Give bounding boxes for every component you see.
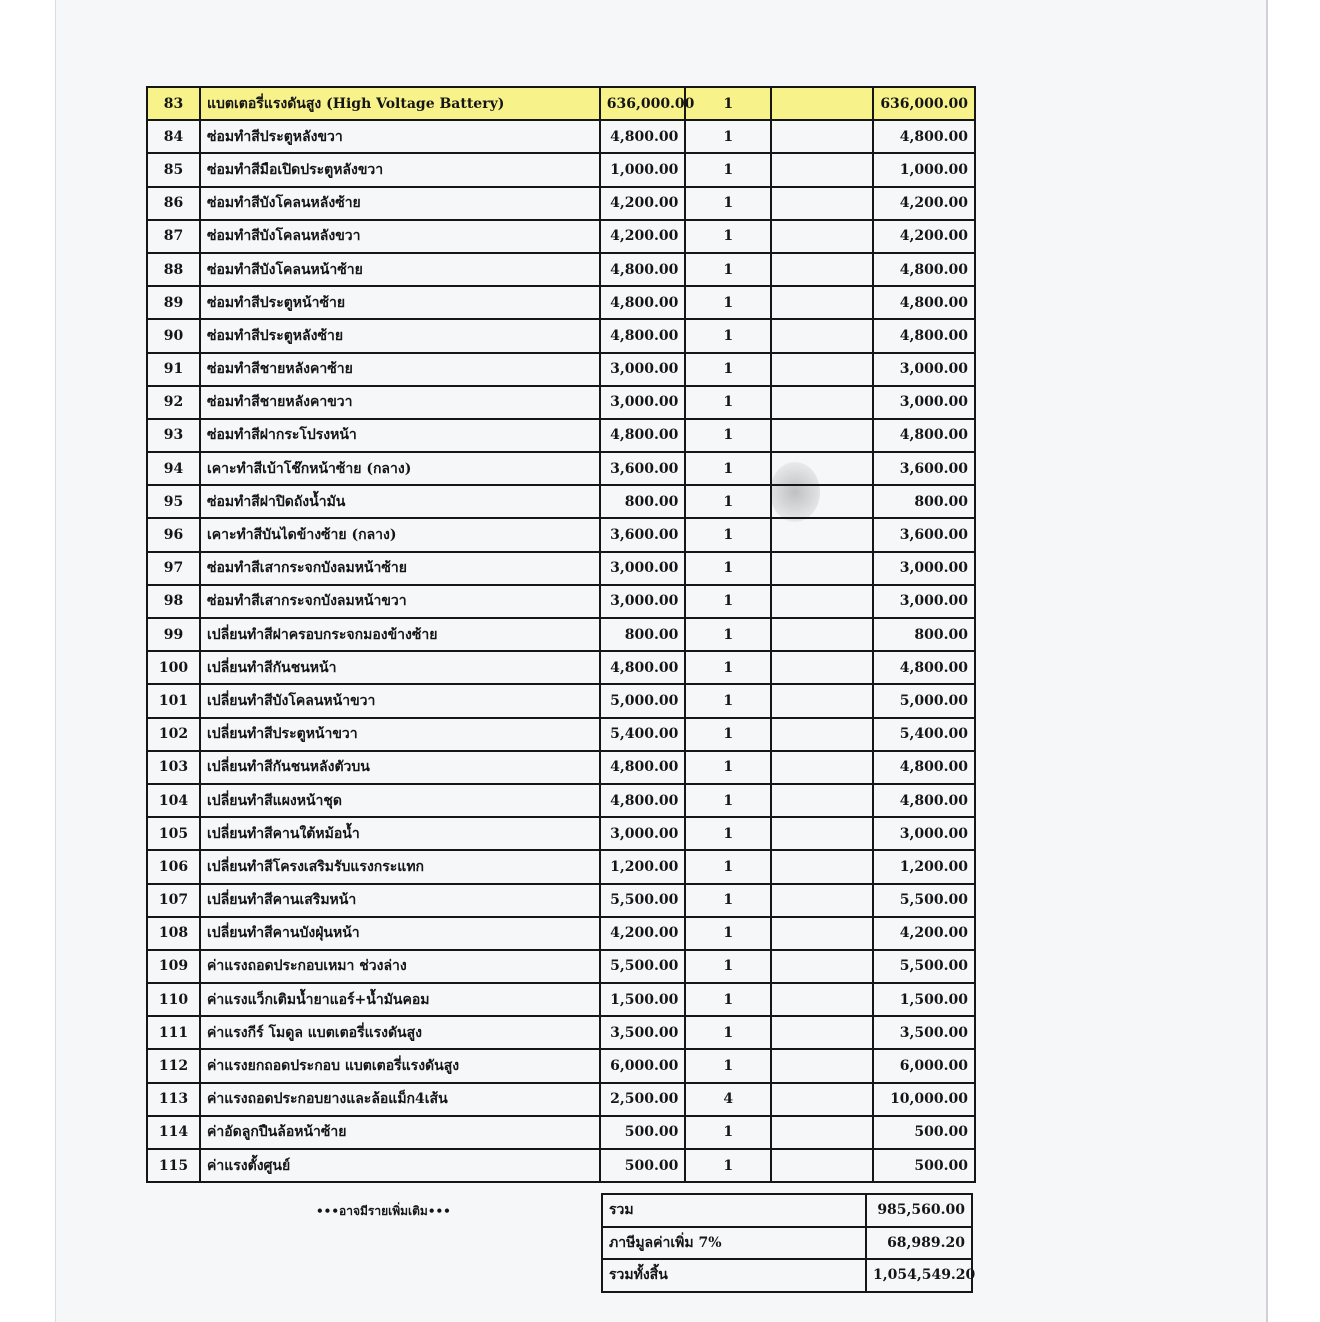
table-row	[147, 286, 975, 319]
blank-cell	[771, 187, 873, 220]
quantity: 1	[685, 552, 771, 585]
item-number: 105	[147, 817, 200, 850]
table-row	[147, 220, 975, 253]
quantity: 1	[685, 585, 771, 618]
item-number: 100	[147, 651, 200, 684]
quantity: 1	[685, 850, 771, 883]
unit-price: 1,200.00	[600, 850, 686, 883]
item-description: แบตเตอรี่แรงดันสูง (High Voltage Battery)	[200, 87, 600, 120]
line-total: 1,000.00	[873, 153, 975, 186]
line-total: 800.00	[873, 485, 975, 518]
line-total: 3,600.00	[873, 452, 975, 485]
blank-cell	[771, 220, 873, 253]
table-row	[147, 1049, 975, 1082]
quantity: 1	[685, 319, 771, 352]
grand-total-label: รวมทั้งสิ้น	[602, 1259, 866, 1292]
table-row	[147, 850, 975, 883]
table-row	[147, 917, 975, 950]
blank-cell	[771, 817, 873, 850]
item-number: 108	[147, 917, 200, 950]
item-number: 111	[147, 1016, 200, 1049]
line-total: 636,000.00	[873, 87, 975, 120]
unit-price: 5,000.00	[600, 684, 686, 717]
table-row	[147, 1083, 975, 1116]
table-row	[147, 817, 975, 850]
table-row	[147, 751, 975, 784]
blank-cell	[771, 1016, 873, 1049]
item-description: เคาะทำสีเบ้าโช๊กหน้าซ้าย (กลาง)	[200, 452, 600, 485]
item-number: 93	[147, 419, 200, 452]
blank-cell	[771, 684, 873, 717]
blank-cell	[771, 1049, 873, 1082]
blank-cell	[771, 386, 873, 419]
item-description: ซ่อมทำสีเสากระจกบังลมหน้าซ้าย	[200, 552, 600, 585]
summary-table	[601, 1193, 976, 1293]
unit-price: 4,800.00	[600, 319, 686, 352]
table-row	[147, 1116, 975, 1149]
quantity: 1	[685, 751, 771, 784]
item-description: เปลี่ยนทำสีฝาครอบกระจกมองข้างซ้าย	[200, 618, 600, 651]
unit-price: 4,800.00	[600, 120, 686, 153]
subtotal-value: 985,560.00	[866, 1194, 972, 1227]
unit-price: 500.00	[600, 1116, 686, 1149]
unit-price: 1,000.00	[600, 153, 686, 186]
line-total: 5,000.00	[873, 684, 975, 717]
table-row	[147, 253, 975, 286]
quantity: 1	[685, 718, 771, 751]
blank-cell	[771, 518, 873, 551]
item-number: 101	[147, 684, 200, 717]
item-description: เปลี่ยนทำสีประตูหน้าขวา	[200, 718, 600, 751]
line-total: 3,600.00	[873, 518, 975, 551]
table-row	[147, 353, 975, 386]
item-number: 112	[147, 1049, 200, 1082]
item-description: ซ่อมทำสีประตูหน้าซ้าย	[200, 286, 600, 319]
item-number: 91	[147, 353, 200, 386]
quantity: 1	[685, 187, 771, 220]
item-description: เคาะทำสีบันไดข้างซ้าย (กลาง)	[200, 518, 600, 551]
item-description: เปลี่ยนทำสีกันชนหน้า	[200, 651, 600, 684]
item-number: 88	[147, 253, 200, 286]
item-description: ซ่อมทำสีประตูหลังขวา	[200, 120, 600, 153]
line-total: 3,000.00	[873, 353, 975, 386]
quantity: 1	[685, 353, 771, 386]
table-row	[147, 485, 975, 518]
line-total: 4,800.00	[873, 751, 975, 784]
unit-price: 3,000.00	[600, 386, 686, 419]
unit-price: 3,000.00	[600, 585, 686, 618]
item-number: 109	[147, 950, 200, 983]
blank-cell	[771, 718, 873, 751]
blank-cell	[771, 419, 873, 452]
item-number: 84	[147, 120, 200, 153]
item-number: 89	[147, 286, 200, 319]
line-total: 500.00	[873, 1116, 975, 1149]
blank-cell	[771, 585, 873, 618]
unit-price: 3,000.00	[600, 817, 686, 850]
item-description: ซ่อมทำสีประตูหลังซ้าย	[200, 319, 600, 352]
vat-row	[602, 1227, 972, 1260]
item-description: เปลี่ยนทำสีคานบังฝุ่นหน้า	[200, 917, 600, 950]
unit-price: 800.00	[600, 485, 686, 518]
item-number: 114	[147, 1116, 200, 1149]
quantity: 1	[685, 1149, 771, 1182]
line-total: 3,000.00	[873, 386, 975, 419]
unit-price: 4,800.00	[600, 286, 686, 319]
item-number: 96	[147, 518, 200, 551]
item-description: เปลี่ยนทำสีแผงหน้าชุด	[200, 784, 600, 817]
blank-cell	[771, 983, 873, 1016]
item-number: 92	[147, 386, 200, 419]
item-description: ค่าแรงยกถอดประกอบ แบตเตอรี่แรงดันสูง	[200, 1049, 600, 1082]
item-description: ซ่อมทำสีเสากระจกบังลมหน้าขวา	[200, 585, 600, 618]
line-total: 3,000.00	[873, 585, 975, 618]
quantity: 1	[685, 618, 771, 651]
unit-price: 5,500.00	[600, 884, 686, 917]
item-description: ค่าแรงแว็กเติมน้ำยาแอร์+น้ำมันคอม	[200, 983, 600, 1016]
table-row	[147, 983, 975, 1016]
table-row	[147, 1016, 975, 1049]
unit-price: 3,500.00	[600, 1016, 686, 1049]
quantity: 1	[685, 286, 771, 319]
unit-price: 2,500.00	[600, 1083, 686, 1116]
item-description: ซ่อมทำสีบังโคลนหลังซ้าย	[200, 187, 600, 220]
line-total: 4,800.00	[873, 419, 975, 452]
item-number: 107	[147, 884, 200, 917]
unit-price: 3,600.00	[600, 518, 686, 551]
item-number: 90	[147, 319, 200, 352]
table-row	[147, 651, 975, 684]
unit-price: 500.00	[600, 1149, 686, 1182]
blank-cell	[771, 1116, 873, 1149]
quantity: 1	[685, 386, 771, 419]
item-number: 97	[147, 552, 200, 585]
quantity: 1	[685, 983, 771, 1016]
quantity: 1	[685, 419, 771, 452]
quantity: 1	[685, 452, 771, 485]
line-total: 3,500.00	[873, 1016, 975, 1049]
item-description: ซ่อมทำสีฝาปิดถังน้ำมัน	[200, 485, 600, 518]
blank-cell	[771, 319, 873, 352]
item-number: 94	[147, 452, 200, 485]
item-description: ซ่อมทำสีบังโคลนหลังขวา	[200, 220, 600, 253]
quantity: 1	[685, 1049, 771, 1082]
subtotal-row	[602, 1194, 972, 1227]
item-number: 98	[147, 585, 200, 618]
table-row	[147, 319, 975, 352]
item-number: 87	[147, 220, 200, 253]
quantity: 1	[685, 1116, 771, 1149]
table-row	[147, 386, 975, 419]
blank-cell	[771, 850, 873, 883]
table-row	[147, 153, 975, 186]
table-row	[147, 684, 975, 717]
grand-total-row	[602, 1259, 972, 1292]
item-number: 110	[147, 983, 200, 1016]
line-total: 3,000.00	[873, 817, 975, 850]
line-total: 4,800.00	[873, 286, 975, 319]
item-description: ค่าอัดลูกปืนล้อหน้าซ้าย	[200, 1116, 600, 1149]
item-description: ค่าแรงถอดประกอบยางและล้อแม็ก4เส้น	[200, 1083, 600, 1116]
item-description: ซ่อมทำสีชายหลังคาขวา	[200, 386, 600, 419]
blank-cell	[771, 884, 873, 917]
line-total: 4,200.00	[873, 220, 975, 253]
unit-price: 3,600.00	[600, 452, 686, 485]
line-total: 800.00	[873, 618, 975, 651]
table-row	[147, 718, 975, 751]
quantity: 1	[685, 950, 771, 983]
item-number: 115	[147, 1149, 200, 1182]
table-row	[147, 419, 975, 452]
table-row	[147, 618, 975, 651]
table-row	[147, 87, 975, 120]
unit-price: 4,800.00	[600, 651, 686, 684]
line-total: 3,000.00	[873, 552, 975, 585]
item-description: เปลี่ยนทำสีคานเสริมหน้า	[200, 884, 600, 917]
vat-label: ภาษีมูลค่าเพิ่ม 7%	[602, 1227, 866, 1260]
line-total: 10,000.00	[873, 1083, 975, 1116]
item-description: ค่าแรงกีร์ โมดูล แบตเตอรี่แรงดันสูง	[200, 1016, 600, 1049]
item-description: เปลี่ยนทำสีโครงเสริมรับแรงกระแทก	[200, 850, 600, 883]
line-total: 4,800.00	[873, 253, 975, 286]
table-row	[147, 884, 975, 917]
quantity: 4	[685, 1083, 771, 1116]
item-number: 113	[147, 1083, 200, 1116]
item-number: 106	[147, 850, 200, 883]
quantity: 1	[685, 917, 771, 950]
item-description: ซ่อมทำสีบังโคลนหน้าซ้าย	[200, 253, 600, 286]
line-total: 5,500.00	[873, 950, 975, 983]
blank-cell	[771, 353, 873, 386]
line-total: 500.00	[873, 1149, 975, 1182]
blank-cell	[771, 552, 873, 585]
unit-price: 4,800.00	[600, 253, 686, 286]
unit-price: 4,800.00	[600, 751, 686, 784]
additional-items-note: •••อาจมีรายเพิ่มเติม•••	[316, 1204, 451, 1218]
table-row	[147, 120, 975, 153]
unit-price: 4,800.00	[600, 784, 686, 817]
table-row	[147, 518, 975, 551]
blank-cell	[771, 751, 873, 784]
vat-value: 68,989.20	[866, 1227, 972, 1260]
table-row	[147, 1149, 975, 1182]
item-description: ซ่อมทำสีฝากระโปรงหน้า	[200, 419, 600, 452]
blank-cell	[771, 485, 873, 518]
quantity: 1	[685, 153, 771, 186]
item-number: 95	[147, 485, 200, 518]
blank-cell	[771, 253, 873, 286]
item-description: ซ่อมทำสีชายหลังคาซ้าย	[200, 353, 600, 386]
quantity: 1	[685, 485, 771, 518]
line-total: 4,200.00	[873, 187, 975, 220]
table-row	[147, 784, 975, 817]
blank-cell	[771, 87, 873, 120]
line-total: 4,800.00	[873, 784, 975, 817]
item-number: 83	[147, 87, 200, 120]
line-total: 6,000.00	[873, 1049, 975, 1082]
table-row	[147, 187, 975, 220]
quantity: 1	[685, 120, 771, 153]
unit-price: 800.00	[600, 618, 686, 651]
blank-cell	[771, 153, 873, 186]
unit-price: 5,400.00	[600, 718, 686, 751]
item-number: 86	[147, 187, 200, 220]
blank-cell	[771, 784, 873, 817]
quantity: 1	[685, 1016, 771, 1049]
table-row	[147, 585, 975, 618]
line-total: 5,400.00	[873, 718, 975, 751]
blank-cell	[771, 452, 873, 485]
quantity: 1	[685, 884, 771, 917]
unit-price: 5,500.00	[600, 950, 686, 983]
line-total: 1,500.00	[873, 983, 975, 1016]
item-number: 99	[147, 618, 200, 651]
blank-cell	[771, 1083, 873, 1116]
unit-price: 636,000.00	[600, 87, 686, 120]
items-table	[146, 86, 976, 1183]
item-description: ค่าแรงถอดประกอบเหมา ช่วงล่าง	[200, 950, 600, 983]
unit-price: 4,200.00	[600, 220, 686, 253]
item-number: 104	[147, 784, 200, 817]
unit-price: 4,200.00	[600, 187, 686, 220]
item-description: เปลี่ยนทำสีกันชนหลังตัวบน	[200, 751, 600, 784]
quantity: 1	[685, 817, 771, 850]
line-total: 5,500.00	[873, 884, 975, 917]
blank-cell	[771, 1149, 873, 1182]
line-total: 4,800.00	[873, 319, 975, 352]
unit-price: 3,000.00	[600, 552, 686, 585]
unit-price: 3,000.00	[600, 353, 686, 386]
blank-cell	[771, 618, 873, 651]
table-row	[147, 950, 975, 983]
item-number: 102	[147, 718, 200, 751]
blank-cell	[771, 286, 873, 319]
quantity: 1	[685, 784, 771, 817]
blank-cell	[771, 950, 873, 983]
line-total: 1,200.00	[873, 850, 975, 883]
quantity: 1	[685, 87, 771, 120]
blank-cell	[771, 651, 873, 684]
item-description: เปลี่ยนทำสีบังโคลนหน้าขวา	[200, 684, 600, 717]
quantity: 1	[685, 651, 771, 684]
table-row	[147, 452, 975, 485]
line-total: 4,200.00	[873, 917, 975, 950]
blank-cell	[771, 917, 873, 950]
unit-price: 1,500.00	[600, 983, 686, 1016]
item-number: 85	[147, 153, 200, 186]
quantity: 1	[685, 253, 771, 286]
line-total: 4,800.00	[873, 651, 975, 684]
item-description: เปลี่ยนทำสีคานใต้หม้อน้ำ	[200, 817, 600, 850]
blank-cell	[771, 120, 873, 153]
item-number: 103	[147, 751, 200, 784]
unit-price: 6,000.00	[600, 1049, 686, 1082]
unit-price: 4,800.00	[600, 419, 686, 452]
subtotal-label: รวม	[602, 1194, 866, 1227]
item-description: ซ่อมทำสีมือเปิดประตูหลังขวา	[200, 153, 600, 186]
line-total: 4,800.00	[873, 120, 975, 153]
quantity: 1	[685, 684, 771, 717]
unit-price: 4,200.00	[600, 917, 686, 950]
table-row	[147, 552, 975, 585]
grand-total-value: 1,054,549.20	[866, 1259, 972, 1292]
quantity: 1	[685, 518, 771, 551]
item-description: ค่าแรงตั้งศูนย์	[200, 1149, 600, 1182]
quantity: 1	[685, 220, 771, 253]
